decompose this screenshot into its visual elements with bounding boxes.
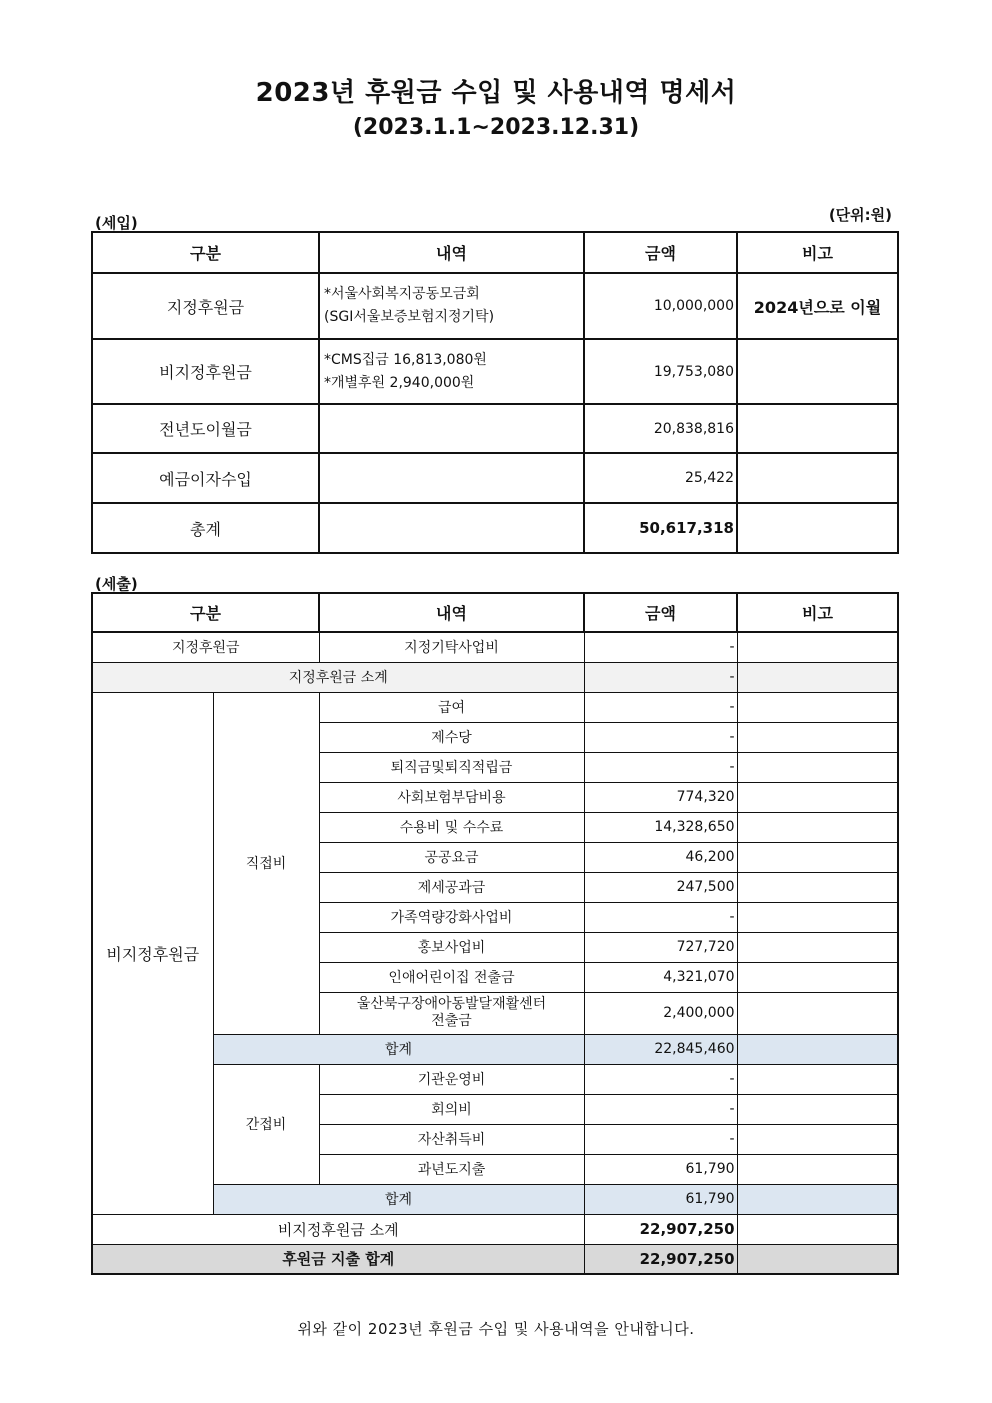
direct-cost-label: 직접비: [213, 692, 319, 1034]
indirect-amount: 61,790: [584, 1154, 737, 1184]
income-section-label: (세입): [95, 214, 138, 232]
note-cell: [737, 722, 898, 752]
note-cell: [737, 1034, 898, 1064]
note-cell: [737, 1124, 898, 1154]
income-row: [92, 339, 898, 404]
direct-amount: 727,720: [584, 932, 737, 962]
designated-category: 지정후원금: [92, 632, 319, 662]
note-cell: [737, 662, 898, 692]
note-cell: [737, 752, 898, 782]
header-amount: 금액: [584, 593, 737, 632]
designated-subtotal-label: 지정후원금 소계: [92, 662, 584, 692]
income-note: [737, 404, 898, 453]
nondesignated-subtotal-label: 비지정후원금 소계: [92, 1214, 584, 1244]
direct-amount: 2,400,000: [584, 992, 737, 1034]
note-cell: [737, 1154, 898, 1184]
income-header-row: [92, 232, 898, 273]
note-cell: [737, 1064, 898, 1094]
direct-amount: 14,328,650: [584, 812, 737, 842]
nondesignated-subtotal-row: [92, 1214, 898, 1244]
direct-item: 인애어린이집 전출금: [319, 962, 584, 992]
note-cell: [737, 782, 898, 812]
item-line: 울산북구장애아동발달재활센터: [356, 996, 547, 1012]
income-amount: 25,422: [584, 453, 737, 503]
direct-total-row: [92, 1034, 898, 1064]
indirect-amount: -: [584, 1124, 737, 1154]
direct-item: 제수당: [319, 722, 584, 752]
grand-total-amount: 22,907,250: [584, 1244, 737, 1274]
page-title: 2023년 후원금 수입 및 사용내역 명세서: [255, 78, 737, 108]
income-total-amount: 50,617,318: [584, 503, 737, 553]
income-total-row: [92, 503, 898, 553]
header-note: 비고: [737, 232, 898, 273]
income-table: [91, 231, 899, 554]
nondesignated-category: 비지정후원금: [92, 692, 213, 1214]
income-note: [737, 503, 898, 553]
income-detail: [319, 273, 584, 339]
expense-table: [91, 592, 899, 1275]
header-category: 구분: [92, 232, 319, 273]
direct-amount: 247,500: [584, 872, 737, 902]
designated-item: 지정기탁사업비: [319, 632, 584, 662]
designated-amount: -: [584, 632, 737, 662]
header-category: 구분: [92, 593, 319, 632]
direct-item: 급여: [319, 692, 584, 722]
direct-item: 홍보사업비: [319, 932, 584, 962]
direct-amount: 46,200: [584, 842, 737, 872]
expense-header-row: [92, 593, 898, 632]
note-cell: [737, 1094, 898, 1124]
detail-line: *서울사회복지공동모금회: [324, 286, 480, 302]
detail-line: *CMS집금 16,813,080원: [324, 351, 487, 368]
direct-amount: -: [584, 722, 737, 752]
income-row: [92, 453, 898, 503]
detail-line: *개별후원 2,940,000원: [324, 374, 475, 391]
direct-total-label: 합계: [213, 1034, 584, 1064]
nondesignated-subtotal-amount: 22,907,250: [584, 1214, 737, 1244]
income-category: 예금이자수입: [92, 453, 319, 503]
income-category: 비지정후원금: [92, 339, 319, 404]
income-detail: [319, 339, 584, 404]
direct-amount: -: [584, 692, 737, 722]
indirect-item: 기관운영비: [319, 1064, 584, 1094]
expense-section-label: (세출): [95, 575, 138, 593]
note-cell: [737, 932, 898, 962]
note-cell: [737, 842, 898, 872]
indirect-row: [92, 1064, 898, 1094]
note-cell: [737, 632, 898, 662]
indirect-item: 회의비: [319, 1094, 584, 1124]
direct-item: 공공요금: [319, 842, 584, 872]
note-cell: [737, 692, 898, 722]
direct-item: 가족역량강화사업비: [319, 902, 584, 932]
footer-note: 위와 같이 2023년 후원금 수입 및 사용내역을 안내합니다.: [297, 1320, 695, 1338]
header-amount: 금액: [584, 232, 737, 273]
note-cell: [737, 812, 898, 842]
period: (2023.1.1~2023.12.31): [352, 115, 640, 140]
note-cell: [737, 992, 898, 1034]
income-detail: [319, 503, 584, 553]
income-row: [92, 273, 898, 339]
grand-total-row: [92, 1244, 898, 1274]
direct-total-amount: 22,845,460: [584, 1034, 737, 1064]
note-cell: [737, 902, 898, 932]
direct-item: 사회보험부담비용: [319, 782, 584, 812]
direct-item: 수용비 및 수수료: [319, 812, 584, 842]
income-note: [737, 339, 898, 404]
direct-amount: -: [584, 752, 737, 782]
income-row: [92, 404, 898, 453]
direct-amount: 774,320: [584, 782, 737, 812]
indirect-total-row: [92, 1184, 898, 1214]
indirect-total-amount: 61,790: [584, 1184, 737, 1214]
header-detail: 내역: [319, 593, 584, 632]
indirect-cost-label: 간접비: [213, 1064, 319, 1184]
income-note: 2024년으로 이월: [737, 273, 898, 339]
designated-subtotal-amount: -: [584, 662, 737, 692]
indirect-item: 자산취득비: [319, 1124, 584, 1154]
indirect-total-label: 합계: [213, 1184, 584, 1214]
direct-amount: 4,321,070: [584, 962, 737, 992]
indirect-amount: -: [584, 1064, 737, 1094]
direct-item: [319, 992, 584, 1034]
header-note: 비고: [737, 593, 898, 632]
direct-row: [92, 692, 898, 722]
note-cell: [737, 1214, 898, 1244]
indirect-item: 과년도지출: [319, 1154, 584, 1184]
income-amount: 20,838,816: [584, 404, 737, 453]
note-cell: [737, 1184, 898, 1214]
income-detail: [319, 453, 584, 503]
note-cell: [737, 1244, 898, 1274]
direct-amount: -: [584, 902, 737, 932]
header-detail: 내역: [319, 232, 584, 273]
detail-line: (SGI서울보증보험지정기탁): [324, 309, 495, 325]
direct-item: 퇴직금및퇴직적립금: [319, 752, 584, 782]
income-amount: 19,753,080: [584, 339, 737, 404]
expense-row-designated: [92, 632, 898, 662]
designated-subtotal-row: [92, 662, 898, 692]
unit-label: (단위:원): [828, 206, 892, 224]
grand-total-label: 후원금 지출 합계: [92, 1244, 584, 1274]
item-line: 전출금: [431, 1013, 472, 1029]
income-category: 지정후원금: [92, 273, 319, 339]
income-detail: [319, 404, 584, 453]
income-note: [737, 453, 898, 503]
note-cell: [737, 962, 898, 992]
note-cell: [737, 872, 898, 902]
direct-item: 제세공과금: [319, 872, 584, 902]
indirect-amount: -: [584, 1094, 737, 1124]
income-category: 전년도이월금: [92, 404, 319, 453]
income-total-label: 총계: [92, 503, 319, 553]
income-amount: 10,000,000: [584, 273, 737, 339]
